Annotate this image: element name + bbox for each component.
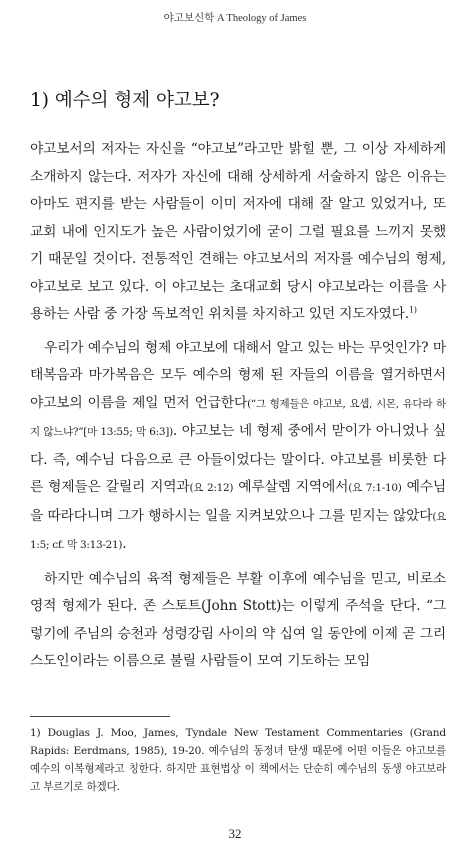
footnote-reference[interactable]: 1) xyxy=(409,305,417,315)
paragraph-2-text-a: 우리가 예수님의 형제 야고보에 대해서 알고 있는 바는 무엇인가? 마태복음과 마가복음은 모두 예수의 형제 된 자들의 이름을 열거하면서 야고보의 이름을 제일 먼저 언급한다 xyxy=(30,339,446,411)
paragraph-1-text: 야고보서의 저자는 자신을 “야고보”라고만 밝힐 뿐, 그 이상 자세하게 소개하지 않는다. 저자가 자신에 대해 상세하게 서술하지 않은 이유는 아마도 편지를 받는 사람들이 이미 저자에 대해 잘 알고 있었거나, 또 교회 내에 인지도가 높은 사람이었기에 굳이 그럴 필요를 느끼지 못했기 때문일 것이다. 전통적인 견해는 야고보서의 저자를 예수님의 형제, 야고보로 보고 있다. 이 야고보는 초대교회 당시 야고보라는 이름을 사용하는 사람 중 가장 독보적인 위치를 차지하고 있던 지도자였다. xyxy=(30,141,446,322)
scripture-ref-3: (요 1:5; cf. 막 3:13-21) xyxy=(30,510,446,551)
gospel-quote: (“그 형제들은 야고보, 요셉, 시몬, 유다라 하지 않느냐?”[마 13:55; 막 6:3]) xyxy=(30,397,446,438)
footnote-1: 1) Douglas J. Moo, James, Tyndale New Testament Commentaries (Grand Rapids: Eerdmans, 1985), 19-20. 예수님의 동정녀 탄생 때문에 어떤 이들은 야고보를 예수의 이복형제라고 칭한다. 하지만 표현법상 이 책에서는 단순히 예수님의 동생 야고보라고 부르기로 하겠다. xyxy=(30,727,446,793)
paragraph-2-text-d: 예수님을 따라다니며 그가 행하시는 일을 지켜보았으나 그를 믿지는 않았다 xyxy=(30,479,447,524)
paragraph-3: 하지만 예수님의 육적 형제들은 부활 이후에 예수님을 믿고, 비로소 영적 형제가 된다. 존 스토트(John Stott)는 이렇게 주석을 단다. “그렇기에 주님의 승천과 성령강림 사이의 약 십여 일 동안에 이제 곧 그리스도인이라는 이름으로 불릴 사람들이 모여 기도하는 모임 xyxy=(30,570,446,669)
section-title: 1) 예수의 형제 야고보? xyxy=(30,90,220,111)
running-header: 야고보신학 A Theology of James xyxy=(163,13,307,24)
paragraph-2-text-c: 예루살렘 지역에서 xyxy=(233,479,349,495)
scripture-ref-1: (요 2:12) xyxy=(189,482,234,494)
page-number: 32 xyxy=(228,826,242,841)
paragraph-2-text-b: . 야고보는 네 형제 중에서 맏이가 아니었나 싶다. 즉, 예수님 다음으로 큰 아들이었다는 말이다. 야고보를 비롯한 다른 형제들은 갈릴리 지역과 xyxy=(30,423,446,495)
body-text xyxy=(30,136,446,682)
paragraph-2-text-e: . xyxy=(122,536,127,552)
paragraph-2 xyxy=(30,335,446,560)
footnote-divider xyxy=(30,716,170,717)
paragraph-1 xyxy=(30,136,446,329)
scripture-ref-2: (요 7:1-10) xyxy=(348,482,402,494)
